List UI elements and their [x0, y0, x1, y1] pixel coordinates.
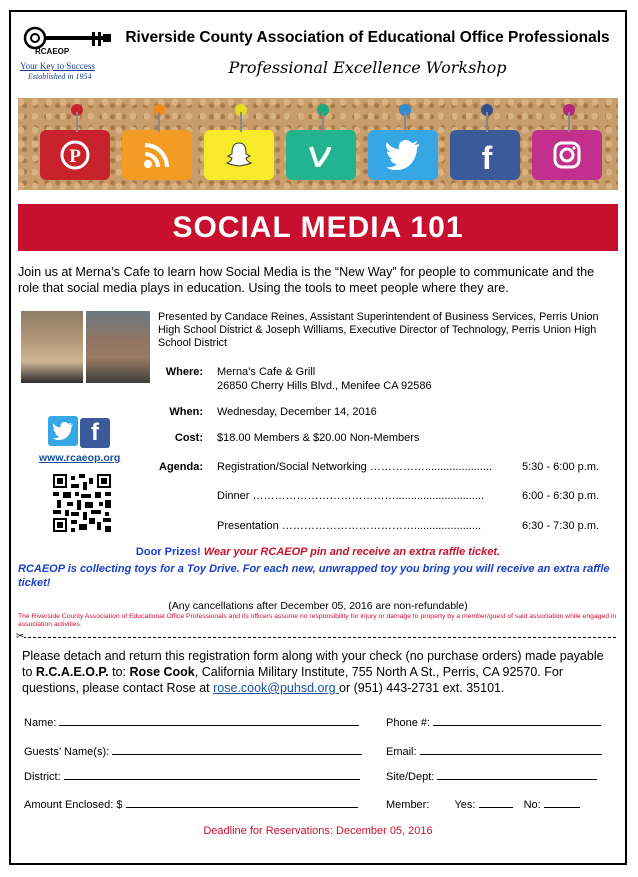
intro-text: Join us at Merna’s Cafe to learn how Social Media is the “New Way” for people to communicate and the role that social media plays in education. Using the tools to meet people where they are. [18, 265, 595, 295]
agenda-time: 5:30 - 6:00 p.m. [522, 461, 600, 473]
toy-drive-text: RCAEOP is collecting toys for a Toy Drive. For each new, unwrapped toy you bring you will receive an extra raffle ticket! [18, 563, 610, 589]
presenter-photo-joseph [86, 311, 150, 383]
presenter-photo-candace [21, 311, 83, 383]
amount-field[interactable] [24, 796, 358, 811]
detach-text: or (951) 443-2731 ext. 35101. [339, 681, 505, 695]
where-line1: Merna’s Cafe & Grill [217, 366, 316, 378]
name-input-line[interactable] [59, 714, 359, 726]
email-label: Email: [386, 746, 417, 758]
website-link[interactable]: www.rcaeop.org [39, 452, 121, 464]
member-no-input[interactable] [544, 796, 580, 808]
logo-established: Established in 1954 [28, 72, 92, 81]
presenters-text: Presented by Candace Reines, Assistant Superintendent of Business Services, Perris Union High School District & Joseph Williams, Executive Director of Technology, Perris Union High School District [158, 311, 599, 349]
detach-instructions [22, 648, 616, 696]
member-yes-label: Yes: [454, 799, 476, 811]
org-title: Riverside County Association of Educational Office Professionals [125, 29, 610, 46]
member-no-label: No: [523, 799, 541, 811]
payee: R.C.A.E.O.P. [35, 665, 109, 679]
email-field[interactable] [386, 743, 602, 758]
cost-value: $18.00 Members & $20.00 Non-Members [217, 432, 420, 444]
cost-label: Cost: [174, 432, 203, 444]
when-value: Wednesday, December 14, 2016 [217, 406, 377, 418]
cut-line [18, 637, 616, 638]
name-label: Name: [24, 717, 57, 729]
twitter-icon[interactable] [48, 416, 78, 446]
door-prizes-label: Door Prizes! [135, 546, 201, 558]
guests-label: Guests’ Name(s): [24, 746, 110, 758]
district-input-line[interactable] [64, 768, 360, 780]
instagram-icon [532, 130, 602, 180]
phone-input-line[interactable] [433, 714, 601, 726]
facebook-icon [450, 130, 520, 180]
member-yes-input[interactable] [479, 796, 513, 808]
contact-name: Rose Cook [129, 665, 195, 679]
district-label: District: [24, 771, 61, 783]
door-prizes-text: Wear your RCAEOP pin and receive an extra raffle ticket. [203, 546, 501, 558]
member-label: Member: [386, 799, 430, 811]
cancellation-policy: (Any cancellations after December 05, 2016 are non-refundable) [168, 600, 468, 612]
when-label: When: [169, 406, 203, 418]
detach-text: Please detach and return this registration form along with your check (no purchase orders) made payable to [22, 649, 604, 679]
amount-input-line[interactable] [126, 796, 358, 808]
svg-text:f: f [481, 140, 493, 171]
snapchat-icon [204, 130, 274, 180]
svg-text:P: P [69, 146, 81, 167]
vine-icon [286, 130, 356, 180]
liability-disclaimer: The Riverside County Association of Educational Office Professionals and its officers assume no responsibility for injury or damage to property by a member/guest of said association while engaged in association activities. [18, 613, 617, 628]
site-input-line[interactable] [437, 768, 597, 780]
amount-label: Amount Enclosed: $ [24, 799, 123, 811]
guests-field[interactable] [24, 743, 362, 758]
twitter-icon [368, 130, 438, 180]
reservation-deadline: Deadline for Reservations: December 05, 2016 [203, 825, 433, 837]
logo-label: RCAEOP [35, 47, 70, 56]
event-title: SOCIAL MEDIA 101 [18, 204, 618, 251]
agenda-label: Agenda: [159, 461, 203, 473]
district-field[interactable] [24, 768, 360, 783]
name-field[interactable] [24, 714, 359, 729]
rss-icon [122, 130, 192, 180]
door-prizes [18, 546, 618, 558]
detach-text: to: [108, 665, 130, 679]
agenda-time: 6:30 - 7:30 p.m. [522, 520, 600, 532]
contact-email-link[interactable]: rose.cook@puhsd.org [213, 681, 340, 695]
scissors-icon: ✂ [16, 631, 25, 642]
agenda-item: Dinner …………………………………............................. [217, 490, 485, 502]
guests-input-line[interactable] [112, 743, 362, 755]
agenda-time: 6:00 - 6:30 p.m. [522, 490, 600, 502]
qr-code-icon [53, 474, 111, 532]
site-label: Site/Dept: [386, 771, 435, 783]
logo-tagline: Your Key to Success [20, 61, 95, 71]
email-input-line[interactable] [420, 743, 602, 755]
site-field[interactable] [386, 768, 597, 783]
agenda-item: Presentation ………………………………...................... [217, 520, 482, 532]
detach-text: , California Military Institute, 755 North A St., Perris, CA 92570. For questions, please contact Rose at [22, 665, 563, 695]
phone-label: Phone #: [386, 717, 431, 729]
workshop-title: Professional Excellence Workshop [228, 58, 507, 77]
social-links [48, 416, 112, 448]
member-field [386, 796, 580, 811]
pinterest-icon [40, 130, 110, 180]
where-label: Where: [165, 366, 203, 378]
agenda-item: Registration/Social Networking ……………...................... [217, 461, 493, 473]
social-media-banner [18, 98, 618, 190]
facebook-icon[interactable]: f [80, 418, 110, 448]
phone-field[interactable] [386, 714, 601, 729]
where-line2: 26850 Cherry Hills Blvd., Menifee CA 92586 [217, 380, 432, 392]
